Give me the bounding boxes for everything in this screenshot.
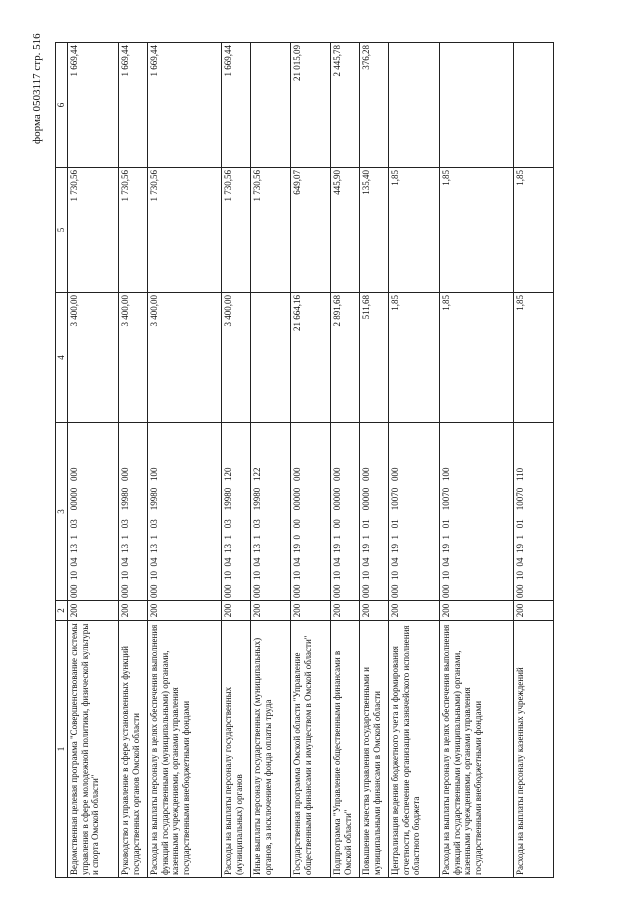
unexecuted-value: 1 669,44 <box>148 43 222 168</box>
budget-code: 000 10 04 13 1 03 19980 122 <box>251 423 291 601</box>
approved-value: 1,85 <box>389 293 440 423</box>
budget-code: 000 10 04 19 1 01 10070 000 <box>389 423 440 601</box>
unexecuted-value: 1 669,44 <box>119 43 148 168</box>
executed-value: 1 730,56 <box>251 168 291 293</box>
report-table <box>55 42 554 878</box>
executed-value: 1 730,56 <box>148 168 222 293</box>
table-row <box>148 43 222 878</box>
page-header <box>30 14 44 144</box>
approved-value: 21 664,16 <box>291 293 331 423</box>
column-header: 3 <box>56 423 68 601</box>
executed-value: 1 730,56 <box>68 168 119 293</box>
line-code: 200 <box>119 601 148 621</box>
executed-value: 1 730,56 <box>119 168 148 293</box>
budget-code: 000 10 04 19 1 00 00000 000 <box>331 423 360 601</box>
unexecuted-value <box>440 43 514 168</box>
line-code: 200 <box>222 601 251 621</box>
executed-value: 1,85 <box>514 168 554 293</box>
budget-code: 000 10 04 13 1 03 19980 100 <box>148 423 222 601</box>
row-name: Расходы на выплаты персоналу в целях обеспечения выполнения функций государственными (муниципальными) органами, казенными учреждениями, органами управления государственными внебюджетными фондами <box>440 621 514 878</box>
column-header: 2 <box>56 601 68 621</box>
executed-value: 135,40 <box>360 168 389 293</box>
row-name: Повышение качества управления государственными и муниципальными финансами в Омской области <box>360 621 389 878</box>
table-row <box>360 43 389 878</box>
budget-code: 000 10 04 19 0 00 00000 000 <box>291 423 331 601</box>
budget-code: 000 10 04 13 1 03 19980 000 <box>119 423 148 601</box>
row-name: Расходы на выплаты персоналу казенных учреждений <box>514 621 554 878</box>
table-row <box>68 43 119 878</box>
budget-code: 000 10 04 19 1 01 00000 000 <box>360 423 389 601</box>
approved-value: 3 400,00 <box>68 293 119 423</box>
line-code: 200 <box>68 601 119 621</box>
approved-value: 3 400,00 <box>222 293 251 423</box>
line-code: 200 <box>291 601 331 621</box>
unexecuted-value: 2 445,78 <box>331 43 360 168</box>
approved-value: 511,68 <box>360 293 389 423</box>
row-name: Ведомственная целевая программа "Совершенствование системы управления в сфере молодежной политики, физической культуры и спорта Омской области" <box>68 621 119 878</box>
table-row <box>514 43 554 878</box>
table-row <box>291 43 331 878</box>
table-row <box>222 43 251 878</box>
executed-value: 649,07 <box>291 168 331 293</box>
executed-value: 1 730,56 <box>222 168 251 293</box>
line-code: 200 <box>148 601 222 621</box>
budget-code: 000 10 04 19 1 01 10070 110 <box>514 423 554 601</box>
unexecuted-value <box>514 43 554 168</box>
line-code: 200 <box>360 601 389 621</box>
row-name: Расходы на выплаты персоналу в целях обеспечения выполнения функций государственными (муниципальными) органами, казенными учреждениями, органами управления государственными внебюджетными фондами <box>148 621 222 878</box>
budget-code: 000 10 04 13 1 03 00000 000 <box>68 423 119 601</box>
approved-value: 1,85 <box>514 293 554 423</box>
column-header: 5 <box>56 168 68 293</box>
rotated-table-container <box>55 43 590 878</box>
row-name: Централизация ведения бюджетного учета и формирования отчетности, обеспечение организации казначейского исполнения областного бюджета <box>389 621 440 878</box>
executed-value: 1,85 <box>440 168 514 293</box>
table-row <box>440 43 514 878</box>
row-name: Руководство и управление в сфере установленных функций государственных органов Омской области <box>119 621 148 878</box>
unexecuted-value: 376,28 <box>360 43 389 168</box>
approved-value: 3 400,00 <box>119 293 148 423</box>
budget-code: 000 10 04 19 1 01 10070 100 <box>440 423 514 601</box>
unexecuted-value: 21 015,09 <box>291 43 331 168</box>
executed-value: 1,85 <box>389 168 440 293</box>
column-header: 1 <box>56 621 68 878</box>
executed-value: 445,90 <box>331 168 360 293</box>
approved-value: 1,85 <box>440 293 514 423</box>
line-code: 200 <box>251 601 291 621</box>
line-code: 200 <box>331 601 360 621</box>
line-code: 200 <box>514 601 554 621</box>
budget-code: 000 10 04 13 1 03 19980 120 <box>222 423 251 601</box>
column-header: 6 <box>56 43 68 168</box>
row-name: Иные выплаты персоналу государственных (муниципальных) органов, за исключением фонда оплаты труда <box>251 621 291 878</box>
row-name: Государственная программа Омской области "Управление общественными финансами и имуществом в Омской области" <box>291 621 331 878</box>
column-header: 4 <box>56 293 68 423</box>
table-row <box>389 43 440 878</box>
approved-value: 2 891,68 <box>331 293 360 423</box>
form-label: форма 0503117 стр. 516 <box>31 33 43 144</box>
column-number-row <box>56 43 68 878</box>
row-name: Расходы на выплаты персоналу государственных (муниципальных) органов <box>222 621 251 878</box>
unexecuted-value: 1 669,44 <box>222 43 251 168</box>
line-code: 200 <box>440 601 514 621</box>
approved-value <box>251 293 291 423</box>
unexecuted-value <box>251 43 291 168</box>
row-name: Подпрограмма "Управление общественными финансами в Омской области" <box>331 621 360 878</box>
unexecuted-value <box>389 43 440 168</box>
table-row <box>251 43 291 878</box>
line-code: 200 <box>389 601 440 621</box>
table-row <box>119 43 148 878</box>
unexecuted-value: 1 669,44 <box>68 43 119 168</box>
table-row <box>331 43 360 878</box>
approved-value: 3 400,00 <box>148 293 222 423</box>
